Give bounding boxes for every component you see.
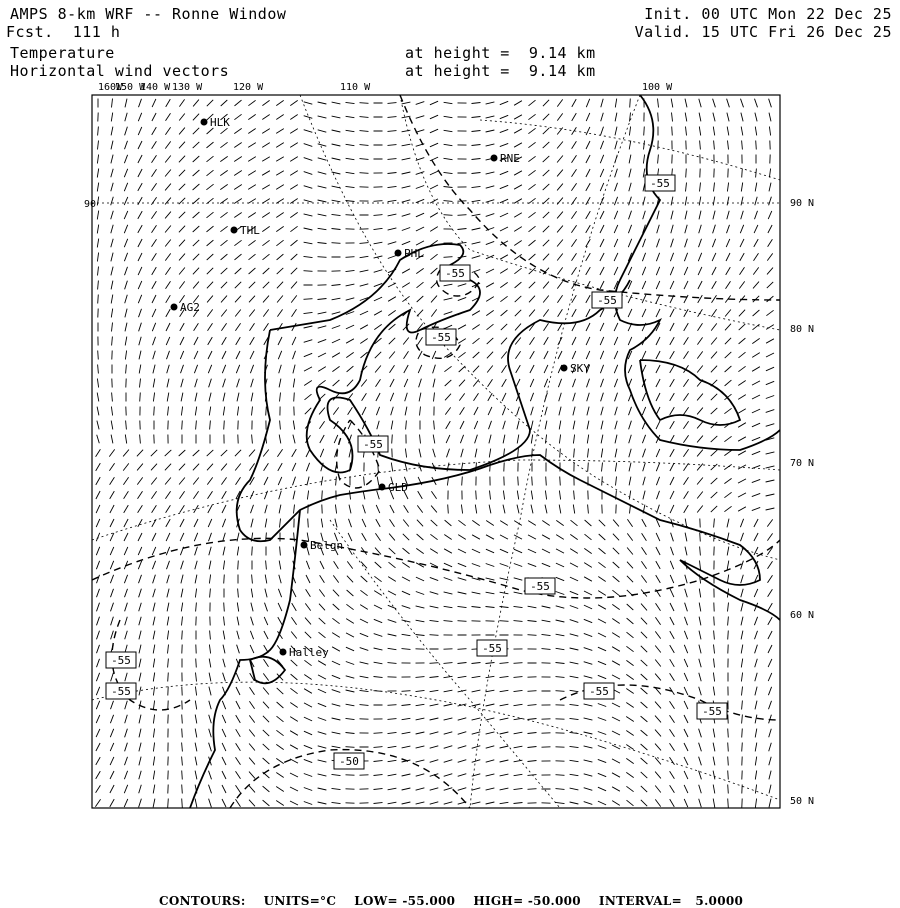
station-label: Halley bbox=[289, 646, 329, 659]
station-marker bbox=[379, 484, 386, 491]
lon-label: 100 W bbox=[642, 82, 673, 93]
lon-label: 130 W bbox=[172, 82, 203, 93]
contours-label: CONTOURS: bbox=[158, 894, 246, 908]
contour-label: -55 bbox=[482, 642, 502, 655]
wind-vectors bbox=[95, 99, 774, 808]
lon-label: 140 W bbox=[140, 82, 171, 93]
contour-label: -55 bbox=[111, 654, 131, 667]
map-title: AMPS 8-km WRF -- Ronne Window bbox=[10, 5, 287, 23]
axis-label-layer bbox=[84, 82, 814, 807]
contour-label: -55 bbox=[363, 438, 383, 451]
contour-label: -55 bbox=[530, 580, 550, 593]
station-marker bbox=[561, 365, 568, 372]
station-marker bbox=[201, 119, 208, 126]
station-marker bbox=[280, 649, 287, 656]
lon-label: 120 W bbox=[233, 82, 264, 93]
forecast-hour: Fcst. 111 h bbox=[6, 23, 121, 41]
contour-label: -55 bbox=[650, 177, 670, 190]
station-label: THL bbox=[240, 224, 260, 237]
interval-label: INTERVAL= 5.0000 bbox=[598, 894, 744, 908]
left-lon-label: 90 bbox=[83, 199, 97, 210]
height-label-1: at height = 9.14 km bbox=[405, 44, 596, 62]
valid-time: Valid. 15 UTC Fri 26 Dec 25 bbox=[634, 23, 892, 41]
station-label: PHL bbox=[404, 247, 424, 260]
station-label: GLD bbox=[388, 481, 408, 494]
lon-label: 110 W bbox=[340, 82, 371, 93]
station-label: SKY bbox=[570, 362, 590, 375]
island-outline bbox=[640, 360, 740, 425]
contour-label: -55 bbox=[589, 685, 609, 698]
lat-line-60 bbox=[92, 682, 780, 800]
contour-label: -55 bbox=[431, 331, 451, 344]
contour-label-layer bbox=[106, 175, 727, 769]
lat-label: 70 N bbox=[790, 458, 815, 469]
field-label-temperature: Temperature bbox=[10, 44, 115, 62]
lon-label: 150 W bbox=[115, 82, 146, 93]
units-label: UNITS=°C bbox=[263, 894, 337, 908]
init-time: Init. 00 UTC Mon 22 Dec 25 bbox=[644, 5, 892, 23]
contour-label: -55 bbox=[445, 267, 465, 280]
station-label: HLK bbox=[210, 116, 230, 129]
contour-legend bbox=[150, 880, 761, 908]
lon-line-b bbox=[470, 95, 640, 808]
lat-label: 60 N bbox=[790, 610, 815, 621]
station-marker bbox=[301, 542, 308, 549]
lat-label: 50 N bbox=[790, 796, 815, 807]
station-marker bbox=[395, 250, 402, 257]
contour-label: -50 bbox=[339, 755, 359, 768]
station-marker bbox=[171, 304, 178, 311]
lat-label: 80 N bbox=[790, 324, 815, 335]
filchner-coast bbox=[237, 330, 780, 620]
contour-label: -55 bbox=[111, 685, 131, 698]
station-label: RNE bbox=[500, 152, 520, 165]
field-label-wind: Horizontal wind vectors bbox=[10, 62, 230, 80]
high-label: HIGH= -50.000 bbox=[473, 894, 581, 908]
low-label: LOW= -55.000 bbox=[354, 894, 456, 908]
height-label-2: at height = 9.14 km bbox=[405, 62, 596, 80]
station-label: Belgn bbox=[310, 539, 344, 552]
lat-line-70 bbox=[92, 460, 780, 540]
station-label: AG2 bbox=[180, 301, 200, 314]
station-marker bbox=[491, 155, 498, 162]
wind-vector-field bbox=[95, 99, 774, 808]
lat-line-80 bbox=[400, 95, 780, 330]
lon-label: 160W bbox=[98, 82, 123, 93]
contour-label: -55 bbox=[597, 294, 617, 307]
lat-label: 90 N bbox=[790, 198, 815, 209]
station-marker bbox=[231, 227, 238, 234]
contour-label: -55 bbox=[702, 705, 722, 718]
